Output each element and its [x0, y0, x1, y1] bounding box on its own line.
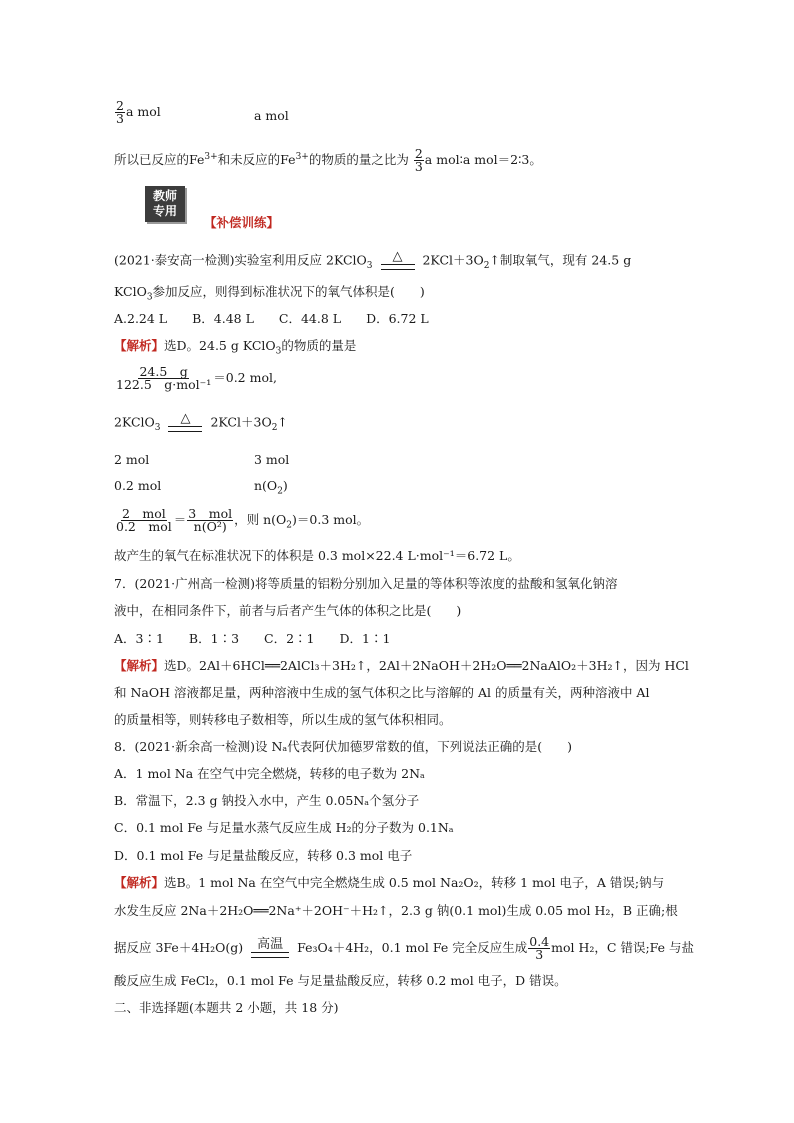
heat-arrow: △: [381, 252, 415, 270]
q8-option-b: B．常温下，2.3 g 钠投入水中，产生 0.05Nₐ个氢分子: [114, 793, 420, 808]
q7-line2: 液中，在相同条件下，前者与后者产生气体的体积之比是( ): [114, 603, 462, 618]
q8-option-d: D．0.1 mol Fe 与足量盐酸反应，转移 0.3 mol 电子: [114, 848, 413, 863]
fraction: $\frac{2}{3}$: [414, 146, 423, 174]
q7-line1: 7．(2021·广州高一检测)将等质量的铝粉分别加入足量的等体积等浓度的盐酸和氢氧化钠溶: [114, 576, 618, 591]
q6-row2: 0.2 mol $n(O_2)$: [114, 478, 288, 497]
q6-options: A.2.24 L B．4.48 L C．44.8 L D．6.72 L: [114, 311, 429, 326]
q6-conclusion: 故产生的氧气在标准状况下的体积是 0.3 mol×22.4 L·mol⁻¹＝6.72 L。: [114, 548, 520, 563]
q6-mol-calc: $\frac{24.5 g}{\text{122.5 g·mol⁻¹}}$ ＝0.2 mol,: [116, 364, 277, 392]
q8-analysis-line3: 据反应 3Fe＋4H₂O(g) 高温 Fe₃O₄＋4H₂，0.1 mol Fe 完全反应生成 $\frac{0.4}{3}$ mol H₂，C 错误;Fe 与盐: [114, 934, 695, 962]
q6-row1: 2 mol 3 mol: [114, 452, 290, 467]
q6-equation: 2KClO$_3$ △ $2KCl+3O_2↑$: [114, 411, 288, 433]
fraction: $\frac{\text{3 mol}}{\text{n(O²)}}$: [188, 506, 233, 534]
compensation-heading: 【补偿训练】: [204, 215, 280, 230]
section-heading: 二、非选择题(本题共 2 小题，共 18 分): [114, 1000, 339, 1015]
high-temp-arrow: 高温: [251, 940, 289, 958]
q8-analysis-line4: 酸反应生成 FeCl₂，0.1 mol Fe 与足量盐酸反应，转移 0.2 mol 电子，D 错误。: [114, 973, 567, 988]
q6-analysis: 【解析】选D。24.5 g KClO$_3$的物质的量是: [114, 338, 357, 357]
q7-analysis-line3: 的质量相等，则转移电子数相等，所以生成的氢气体积相同。: [114, 712, 452, 727]
q8-line1: 8．(2021·新余高一检测)设 Nₐ代表阿伏加德罗常数的值，下列说法正确的是( ): [114, 739, 572, 754]
q8-option-c: C．0.1 mol Fe 与足量水蒸气反应生成 H₂的分子数为 0.1Nₐ: [114, 820, 454, 835]
q6-proportion: $\frac{\text{2 mol}}{\text{0.2 mol}}$ ＝ $\frac{\text{3 mol}}{\text{n(O²)}}$ ，则 $n(O_2)=0.3$ mol。: [116, 506, 370, 534]
q6-line1: (2021·泰安高一检测)实验室利用反应 2KClO$_3$ △ $2KCl+3O_2↑$制取氧气，现有 24.5 g: [114, 249, 632, 271]
q8-analysis-line2: 水发生反应 2Na＋2H₂O══2Na⁺＋2OH⁻＋H₂↑，2.3 g 钠(0.1 mol)生成 0.05 mol H₂，B 正确;根: [114, 903, 678, 918]
ratio-line: 所以已反应的$Fe^{3+}$和未反应的$Fe^{3+}$的物质的量之比为 $\frac{2}{3}$ a mol∶a mol＝2∶3。: [114, 146, 542, 174]
top-amount-line: $\frac{2}{3}$ a mol a mol: [116, 98, 289, 126]
fraction: $\frac{24.5 g}{\text{122.5 g·mol⁻¹}}$: [116, 364, 212, 392]
q6-line2: KClO$_3$参加反应，则得到标准状况下的氧气体积是( ): [114, 284, 425, 303]
teacher-only-badge: 教师 专用: [145, 186, 185, 222]
q8-analysis-line1: 【解析】选B。1 mol Na 在空气中完全燃烧生成 0.5 mol Na₂O₂，转移 1 mol 电子，A 错误;钠与: [114, 875, 665, 890]
fraction: $\frac{0.4}{3}$: [529, 934, 550, 962]
q7-options: A．3∶1 B．1∶3 C．2∶1 D．1∶1: [114, 631, 391, 646]
fraction: $\frac{\text{2 mol}}{\text{0.2 mol}}$: [116, 506, 172, 534]
q8-option-a: A．1 mol Na 在空气中完全燃烧，转移的电子数为 2Nₐ: [114, 766, 425, 781]
fraction: $\frac{2}{3}$: [116, 98, 124, 126]
q7-analysis-line2: 和 NaOH 溶液都足量，两种溶液中生成的氢气体积之比与溶解的 Al 的质量有关，两种溶液中 Al: [114, 685, 650, 700]
q7-analysis-line1: 【解析】选D。2Al＋6HCl══2AlCl₃＋3H₂↑，2Al＋2NaOH＋2H₂O══2NaAlO₂＋3H₂↑，因为 HCl: [114, 658, 689, 673]
heat-arrow: △: [168, 414, 202, 432]
